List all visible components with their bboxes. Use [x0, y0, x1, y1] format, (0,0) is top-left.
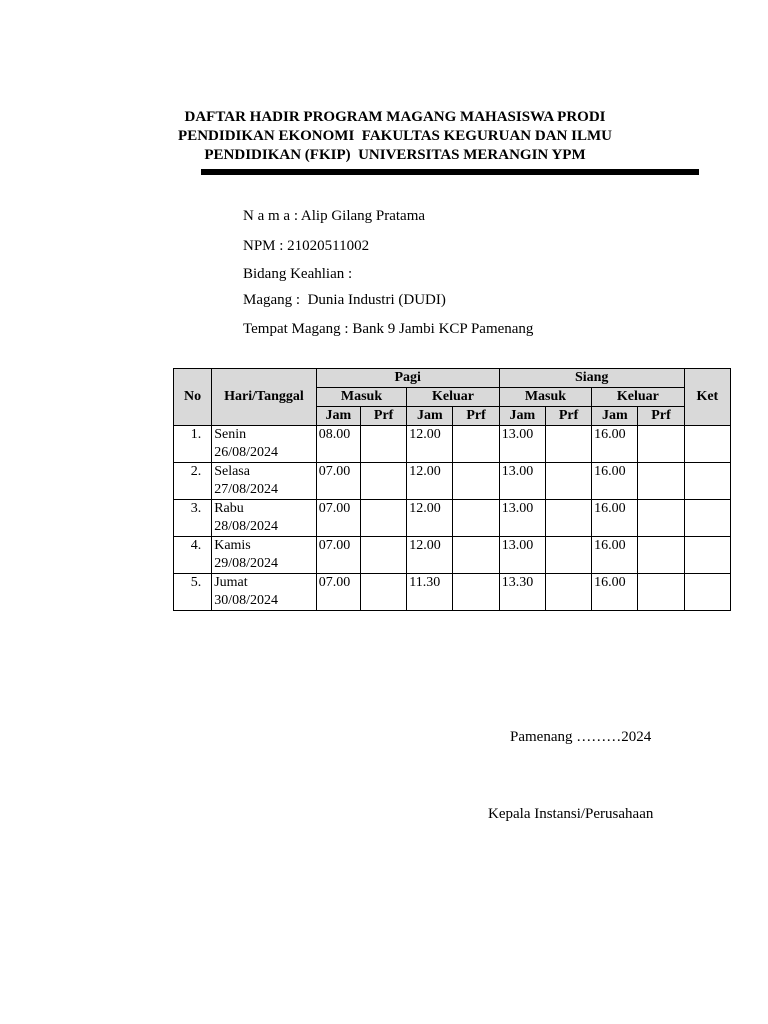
- row-siang-keluar-prf: [638, 426, 684, 463]
- row-pagi-keluar-jam: 11.30: [407, 574, 453, 611]
- row-siang-masuk-jam: 13.00: [499, 537, 545, 574]
- info-bidang-keahlian: Bidang Keahlian :: [243, 266, 353, 282]
- row-pagi-keluar-prf: [453, 463, 499, 500]
- header-prf: Prf: [361, 407, 407, 426]
- info-nama: N a m a : Alip Gilang Pratama: [243, 208, 426, 224]
- row-pagi-keluar-prf: [453, 500, 499, 537]
- header-siang: Siang: [499, 369, 684, 388]
- document-title: [150, 108, 640, 165]
- header-prf: Prf: [638, 407, 684, 426]
- row-pagi-masuk-prf: [361, 463, 407, 500]
- row-ket: [684, 463, 730, 500]
- row-hari: Kamis: [214, 538, 251, 553]
- row-hari-tanggal: [212, 537, 317, 574]
- row-hari: Selasa: [214, 464, 250, 479]
- row-tanggal: 28/08/2024: [214, 519, 278, 534]
- row-siang-keluar-prf: [638, 537, 684, 574]
- title-line-1: DAFTAR HADIR PROGRAM MAGANG MAHASISWA PRODI: [184, 109, 606, 125]
- title-underline-divider: [201, 169, 699, 175]
- signatory-title: Kepala Instansi/Perusahaan: [488, 806, 654, 822]
- title-line-3: PENDIDIKAN (FKIP) UNIVERSITAS MERANGIN YPM: [204, 147, 586, 163]
- header-ket: Ket: [684, 369, 730, 426]
- header-no: No: [174, 369, 212, 426]
- row-pagi-keluar-prf: [453, 426, 499, 463]
- row-tanggal: 29/08/2024: [214, 556, 278, 571]
- row-hari-tanggal: [212, 463, 317, 500]
- row-siang-keluar-prf: [638, 463, 684, 500]
- row-ket: [684, 426, 730, 463]
- header-prf: Prf: [545, 407, 591, 426]
- row-hari: Rabu: [214, 501, 244, 516]
- row-tanggal: 26/08/2024: [214, 445, 278, 460]
- row-hari: Senin: [214, 427, 247, 442]
- row-pagi-masuk-prf: [361, 574, 407, 611]
- row-siang-masuk-jam: 13.00: [499, 463, 545, 500]
- row-hari: Jumat: [214, 575, 248, 590]
- row-siang-keluar-jam: 16.00: [592, 574, 638, 611]
- table-row: [174, 463, 731, 500]
- row-pagi-masuk-prf: [361, 537, 407, 574]
- row-pagi-masuk-jam: 08.00: [316, 426, 360, 463]
- row-pagi-keluar-jam: 12.00: [407, 537, 453, 574]
- row-ket: [684, 500, 730, 537]
- row-ket: [684, 574, 730, 611]
- table-row: [174, 426, 731, 463]
- header-pagi-keluar: Keluar: [407, 388, 499, 407]
- header-pagi: Pagi: [316, 369, 499, 388]
- header-prf: Prf: [453, 407, 499, 426]
- row-pagi-keluar-prf: [453, 537, 499, 574]
- row-no: 4.: [174, 537, 212, 574]
- row-siang-masuk-prf: [545, 463, 591, 500]
- header-siang-masuk: Masuk: [499, 388, 591, 407]
- title-line-2: PENDIDIKAN EKONOMI FAKULTAS KEGURUAN DAN ILMU: [178, 128, 612, 144]
- row-pagi-keluar-jam: 12.00: [407, 463, 453, 500]
- row-pagi-masuk-prf: [361, 426, 407, 463]
- row-ket: [684, 537, 730, 574]
- header-jam: Jam: [316, 407, 360, 426]
- row-siang-masuk-prf: [545, 426, 591, 463]
- row-no: 2.: [174, 463, 212, 500]
- info-npm: NPM : 21020511002: [243, 238, 370, 254]
- row-siang-masuk-prf: [545, 574, 591, 611]
- row-hari-tanggal: [212, 500, 317, 537]
- row-pagi-masuk-jam: 07.00: [316, 463, 360, 500]
- row-siang-keluar-jam: 16.00: [592, 426, 638, 463]
- header-jam: Jam: [592, 407, 638, 426]
- row-no: 1.: [174, 426, 212, 463]
- table-row: [174, 500, 731, 537]
- row-siang-keluar-jam: 16.00: [592, 463, 638, 500]
- attendance-table: [173, 368, 731, 611]
- row-pagi-masuk-jam: 07.00: [316, 500, 360, 537]
- row-siang-keluar-jam: 16.00: [592, 500, 638, 537]
- header-pagi-masuk: Masuk: [316, 388, 406, 407]
- row-siang-masuk-jam: 13.30: [499, 574, 545, 611]
- row-pagi-keluar-jam: 12.00: [407, 500, 453, 537]
- row-hari-tanggal: [212, 426, 317, 463]
- row-pagi-keluar-jam: 12.00: [407, 426, 453, 463]
- table-row: [174, 537, 731, 574]
- row-pagi-keluar-prf: [453, 574, 499, 611]
- row-siang-keluar-prf: [638, 500, 684, 537]
- row-hari-tanggal: [212, 574, 317, 611]
- row-siang-masuk-prf: [545, 500, 591, 537]
- header-jam: Jam: [499, 407, 545, 426]
- header-jam: Jam: [407, 407, 453, 426]
- row-tanggal: 30/08/2024: [214, 593, 278, 608]
- table-row: [174, 574, 731, 611]
- row-pagi-masuk-prf: [361, 500, 407, 537]
- row-siang-masuk-jam: 13.00: [499, 500, 545, 537]
- row-no: 3.: [174, 500, 212, 537]
- place-date: Pamenang ………2024: [510, 729, 652, 745]
- row-siang-masuk-jam: 13.00: [499, 426, 545, 463]
- row-pagi-masuk-jam: 07.00: [316, 574, 360, 611]
- info-magang: Magang : Dunia Industri (DUDI): [243, 292, 446, 308]
- row-siang-masuk-prf: [545, 537, 591, 574]
- row-tanggal: 27/08/2024: [214, 482, 278, 497]
- row-no: 5.: [174, 574, 212, 611]
- header-siang-keluar: Keluar: [592, 388, 684, 407]
- header-hari-tanggal: Hari/Tanggal: [212, 369, 317, 426]
- row-siang-keluar-jam: 16.00: [592, 537, 638, 574]
- info-tempat-magang: Tempat Magang : Bank 9 Jambi KCP Pamenang: [243, 321, 534, 337]
- row-siang-keluar-prf: [638, 574, 684, 611]
- row-pagi-masuk-jam: 07.00: [316, 537, 360, 574]
